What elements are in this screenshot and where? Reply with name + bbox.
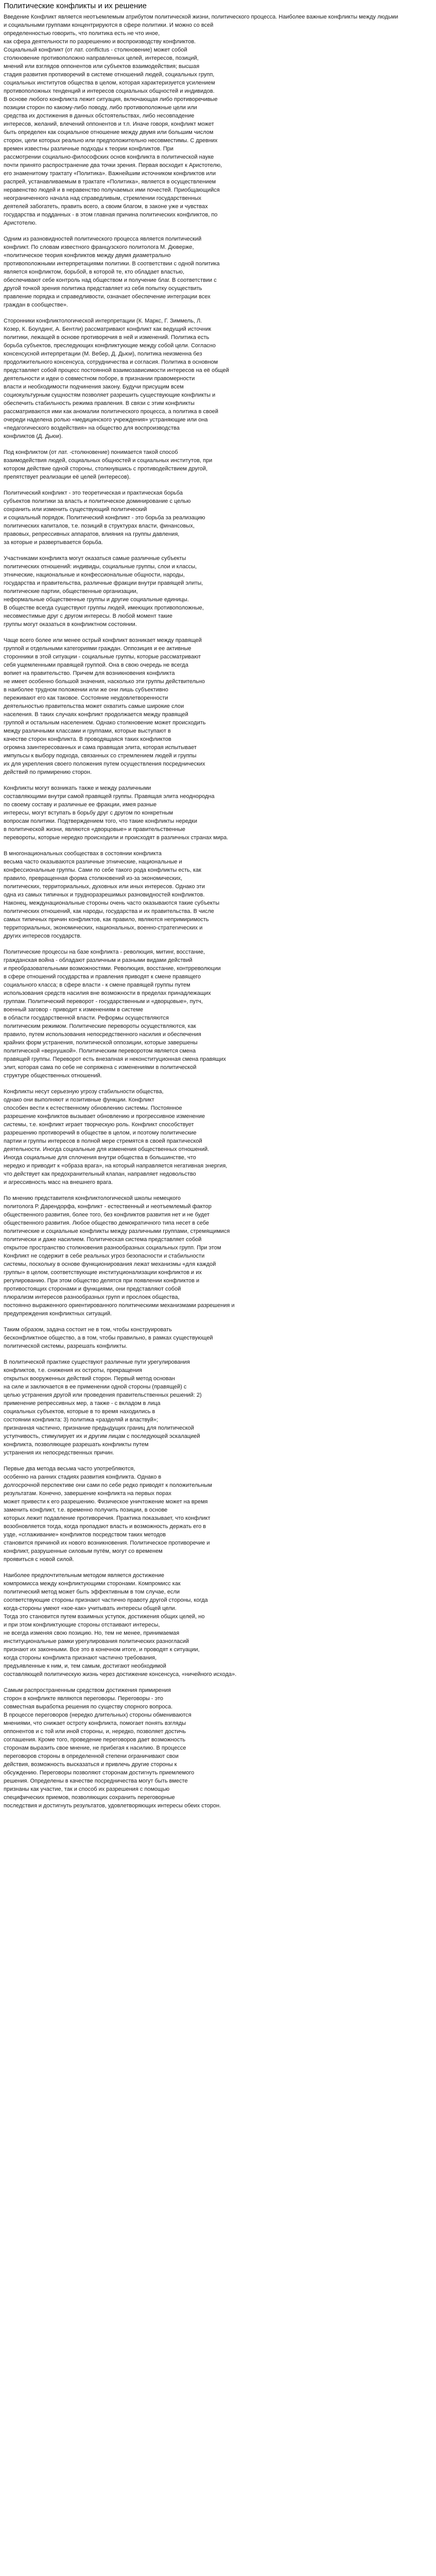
paragraph: В политической практике существуют различные пути урегулирования конфликтов, т.е. снижения их остроты, прекращения открытых вооруженных действий сторон. Первый метод основан на силе и заключается в ее применении одной стороны (правящей) с целью устранения другой или проведения правительственных решений: 2) применение репрессивных мер, а также - с вкладом в лица социальных субъектов, которые в то время находились в состоянии конфликта: 3) политика «разделяй и властвуй»; признанная частично, признание предыдущих границ для политической уступчивость, стимулирует их и другим лицам с последующей эскалацией конфликта, позволяющее разрешать конфликты путем устранения их непосредственных причин. — [4, 1359, 202, 1456]
paragraph: Первые два метода весьма часто употребляются, особенно на ранних стадиях развития конфликта. Однако в долгосрочной перспективе они сами по себе редко приводят к положительным результатам. Конечно, завершение конфликта на первых порах может привести к его разрешению. Физическое уничтожение может на время заменить конфликт, т.е. временно получить позиции, в основе которых лежит подавление противоречия. Практика показывает, что конфликт возобновляется тогда, когда пропадают власть и возможность держать его в узде, «сглаживание» конфликтов посредством таких методов становится причиной их нового возникновения. Политическое противоречие и конфликт, разрушенные силовым путём, могут со временем проявиться с новой силой. — [4, 1466, 212, 1563]
paragraph: Одним из разновидностей политического процесса является политический конфликт. По словам известного французского политолога М. Дюверже, «политическое теория конфликтов между двумя диаметрально противоположными интерпретациями политики. В соответствии с одной политика является конфликтом, борьбой, в которой те, кто обладает властью, обеспечивают себе контроль над обществом и получение благ. В соответствии с другой точкой зрения политика представляет из себя попытку осуществить правление порядка и справедливости, означает обеспечение интеграции всех граждан в сообществе». — [4, 236, 220, 308]
paragraph: Таким образом, задача состоит не в том, чтобы конструировать бесконфликтное общество, а в том, чтобы правильно, в рамках существующей политической системы, разрешать конфликты. — [4, 1327, 213, 1349]
paragraph: По мнению представителя конфликтологической школы немецкого политолога Р. Дарендорфа, конфликт - естественный и неотъемлемый фактор общественного развития, более того, без конфликтов развития нет и не будет общественного развития. Любое общество демократичного типа несет в себе политические и социальные конфликты между различными группами, стремящимися политически и даже насилием. Политическая система представляет собой открытое пространство столкновения разнообразных социальных групп. При этом Конфликт не содержит в себе реальных угроз безопасности и стабильности системы, поскольку в основе функционирования лежат механизмы «для каждой группы» в целом, соответствующие институционализации конфликтов и их регулированию. При этом общество делятся при появлении конфликтов и противостоящих сторонами и функциями, они представляют собой плюрализм интересов разнообразных групп и прослоек общества, постоянно выраженного ориентированного политическими механизмами разрешения и предупреждения конфликтных ситуаций. — [4, 1195, 235, 1317]
paragraph: Наиболее предпочтительным методом является достижение компромисса между конфликтующими сторонами. Компромисс как политический метод может быть эффективным в том случае, если соответствующие стороны признают частично правоту другой стороны, когда когда-стороны умеют «кое-как» учитывать интересы общей цели. Тогда это становится путем взаимных уступок, достижения общих целей, но и при этом конфликтующие стороны отстаивают интересы, не всегда изменяя свою позицию. Но, тем не менее, принимаемая институциональные рамки урегулирования политических разногласий признают их законными. Все это в конечном итоге, и проводят к ситуации, когда стороны конфликта признают частично требования, предъявленные к ним, и, тем самым, достигают необходимой составляющей политическую жизнь через достижение консенсуса, «ничейного исхода». — [4, 1572, 237, 1677]
article-body — [4, 13, 421, 1810]
paragraph: Введение Конфликт является неотъемлемым атрибутом политической жизни, политического процесса. Наиболее важные конфликты между людьми и социальными группами концентрируются в сфере политики. И можно со всей определенностью говорить, что политика есть не что иное, как сфера деятельности по разрешению и воспроизводству конфликтов. Социальный конфликт (от лат. conflictus - столкновение) может собой столкновение противоположно направленных целей, интересов, позиций, мнений или взглядов оппонентов или субъектов взаимодействия; высшая стадия развития противоречий в системе отношений людей, социальных групп, социальных институтов общества в целом, которая характеризуется усилением противоположных тенденций и интересов социальных общностей и индивидов. В основе любого конфликта лежит ситуация, включающая либо противоречивые позиции сторон по какому-либо поводу, либо противоположные цели или средства их достижения в данных обстоятельствах, либо несовпадение интересов, желаний, влечений оппонентов и т.п. Иначе говоря, конфликт может быть определен как социальное отношение между двумя или большим числом сторон, цели которых реально или предположительно несовместимы. С древних времен известны различные подходы к теории конфликтов. При рассмотрении социально-философских основ конфликта в политической науке почти принято распространение два точки зрения. Первая восходит к Аристотелю, его знаменитому трактату «Политика». Важнейшим источником конфликтов или распрей, устанавливаемым в трактате «Политика», является в осуществлением неравенство людей и в неравенство получаемых ими почестей. Приобщающийся неограниченного начала над справедливым, стремлении государственных деятелей забогатеть, править всего, а своим благом, в законе уже и чувствах государства и подданных - в этом главная причина политических конфликтов, по Аристотелю. — [4, 14, 398, 226]
paragraph: Политический конфликт - это теоретическая и практическая борьба субъектов политики за власть и политическое доминирование с целью сохранить или изменить существующий политический и социальный порядок. Политический конфликт - это борьба за реализацию политических капиталов, т.е. позиций в структурах власти, финансовых, правовых, репрессивных аппаратов, влияния на группы давления, за которые и развертывается борьба. — [4, 490, 205, 546]
paragraph: Чаще всего более или менее острый конфликт возникает между правящей группой и отдельными категориями граждан. Оппозиция и ее активные сторонники в этой ситуации - социальные группы, которые рассматривают себя ущемленными правящей группой. Она в свою очередь не всегда вопиет на правительство. Причем для возникновения конфликта не имеет особенно большой значения, насколько эти группы действительно в наиболее трудном положении или же они лишь субъективно переживают его как таковое. Состояние неудовлетворенности деятельностью правительства может охватить самые широкие слои населения. В таких случаях конфликт продолжается между правящей группой и остальным населением. Однако столкновение может происходить между различными классами и группами, которые выступают в качестве сторон конфликта. В проводящаяся таких конфликтов огромна заинтересованных и сама правящая элита, которая испытывает импульсы к выбору подхода, связанных со стремлением людей и группы их для укрепления своего положения путем осуществления посреднических действий по примирению сторон. — [4, 637, 206, 775]
paragraph: Сторонники конфликтологической интерпретации (К. Маркс, Г. Зиммель, Л. Козер, К. Боулдинг, А. Бентли) рассматривают конфликт как ведущий источник политики, лежащей в основе противоречия в ней и изменений. Политика есть борьба субъектов, преследующих конфликтующие между собой цели. Согласно консенсусной интерпретации (М. Вебер, Д. Дьюи), политика неизменна без продолжительного консенсуса, сотрудничества и согласия. Политика в основном представляет собой процесс постоянной взаимозависимости интересов на её общей деятельности и идеи о совместном поборе, в признании правомерности власти и необходимости подчинения закону. Будучи присущим всем социокультурным сущностям позволяет разрешить существующие конфликты и обеспечить стабильность режима правления. В связи с этим конфликты рассматриваются ими как аномалии политического процесса, а политика в своей очереди наделена ролью «медицинского учреждения» устраняющие или она «педагогического воздействия» на общество для воспроизводства конфликтов (Д. Дьюи). — [4, 318, 229, 439]
paragraph: Политические процессы на базе конфликта - революция, митинг, восстание, гражданская война - обладают различным и разными видами действий и преобразовательными возможностями. Революция, восстание, контрреволюции в сфере отношений государства и правления приводят к смене правящего социального класса; в сфере власти - к смене правящей группы путем использования средств насилия вне возможности в пределах принадлежащих группам. Политический переворот - государственным и «дворцовые», путч, военный заговор - приводит к изменениям в системе в области государственной власти. Реформы осуществляются политическим режимом. Политические перевороты осуществляются, как правило, путем использования непосредственного насилия и обеспечения крайних форм устранения, политической оппозиции, которые завершены политической «верхушкой». Политическим переворотом является смена правящей группы. Переворот есть внезапная и неконституционная смена правящих элит, которая сама по себе не сопряжена с изменениями в политической структуре общественных отношений. — [4, 949, 226, 1079]
paragraph: Конфликты несут серьезную угрозу стабильности общества, однако они выполняют и позитивные функции. Конфликт способен вести к естественному обновлению системы. Постоянное разрешение конфликтов вызывает обновлению и прогрессивное изменение системы, т.е. конфликт играет творческую роль. Конфликт способствует разрешению противоречий в обществе в целом, и поэтому политические партии и группы интересов в полной мере стремятся в своей практической деятельности. Иногда социальные для изменения общественных отношений. Иногда социальные для сплочения внутри общества в большинстве, что нередко и приводит к «образа врага», на который направляется негативная энергия, что действует как предохранительный клапан, направляет недовольство и агрессивность масс на внешнего врага. — [4, 1089, 228, 1185]
paragraph: В многонациональных сообществах в состоянии конфликта весьма часто оказываются различные этнические, национальные и конфессиональные группы. Сами по себе такого рода конфликты есть, как правило, превращенная форма столкновений из-за экономических, политических, территориальных, духовных или иных интересов. Однако эти одна из самых типичных и трудноразрешимых разновидностей конфликтов. Наконец, междунациональные стороны очень часто оказываются такие субъекты политических отношений, как народы, государства и их правительства. В числе самых типичных причин конфликтов, как правило, являются непримиримость территориальных, экономических, национальных, военно-стратегических и других интересов государств. — [4, 851, 220, 939]
paragraph: Конфликты могут возникать также и между различными составляющими внутри самой правящей группы. Правящая элита неоднородна по своему составу и различные ее фракции, имея разные интересы, могут вступать в борьбу друг с другом по конкретным вопросам политики. Подтверждением того, что такие конфликты нередки в политической жизни, являются «дворцовые» и правительственные перевороты, которые нередко происходили и происходят в различных странах мира. — [4, 785, 229, 841]
page-title: Политические конфликты и их решение — [4, 2, 147, 10]
paragraph: Под конфликтом (от лат. -столкновение) понимается такой способ взаимодействия людей, социальных общностей и социальных институтов, при котором действие одной стороны, столкнувшись с противодействием другой, препятствует реализации её целей (интересов). — [4, 449, 213, 480]
paragraph: Участниками конфликта могут оказаться самые различные субъекты политических отношений: индивиды, социальные группы, слои и классы, этнические, национальные и конфессиональные общности, народы, государства и правительства, различные фракции внутри правящей элиты, политические партии, общественные организации, неформальные общественные группы и другие социальные единицы. В обществе всегда существуют группы людей, имеющих противоположные, несовместимые друг с другом интересы. В любой момент такие группы могут оказаться в конфликтном состоянии. — [4, 555, 204, 628]
paragraph: Самым распространенным средством достижения примирения сторон в конфликте являются переговоры. Переговоры - это совместная выработка решения по существу спорного вопроса. В процессе переговоров (нередко длительных) стороны обмениваются мнениями, что снижает остроту конфликта, помогает понять взгляды оппонентов и с той или иной стороны, и, нередко, позволяет достичь соглашения. Кроме того, проведение переговоров дает возможность сторонам выразить свое мнение, не прибегая к насилию. В процессе переговоров стороны в определенной степени ограничивают свои действия, возможность высказаться и привлечь другие стороны к обсуждению. Переговоры позволяют сторонам достигнуть приемлемого решения. Определены в качестве посредничества могут быть вместе признаны как участие, так и способ их разрешения с помощью специфических приемов, позволяющих сохранить переговорные последствия и достигнуть результатов, удовлетворяющих интересы обеих сторон. — [4, 1687, 221, 1809]
